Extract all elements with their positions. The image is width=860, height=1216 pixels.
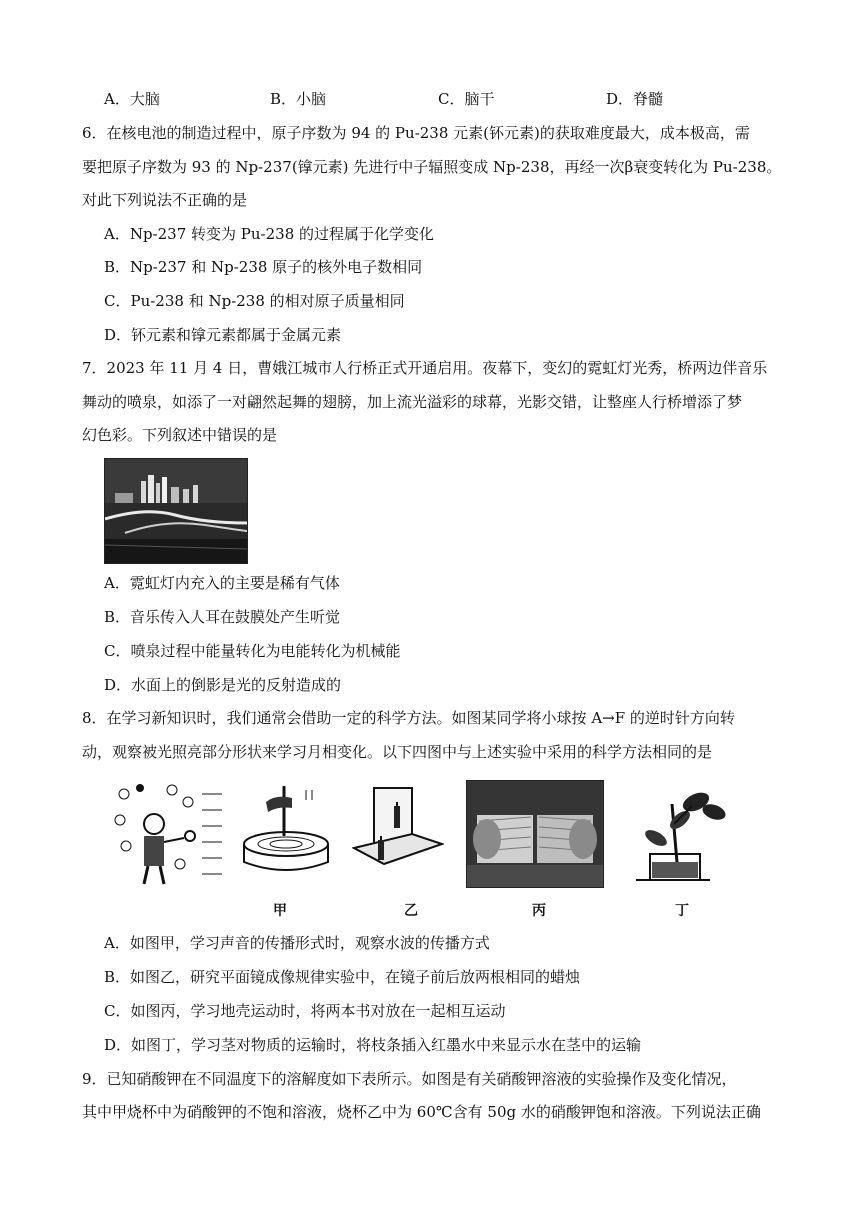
q6-option-d: D．钚元素和镎元素都属于金属元素 xyxy=(104,326,342,344)
q8-option-a: A．如图甲，学习声音的传播形式时，观察水波的传播方式 xyxy=(104,934,490,952)
q6-stem-line-2: 要把原子序数为 93 的 Np-237(镎元素) 先进行中子辐照变成 Np-238，再经一次β衰变转化为 Pu-238。 xyxy=(82,158,782,176)
q7-stem-line-3: 幻色彩。下列叙述中错误的是 xyxy=(82,426,278,444)
q7-option-c: C．喷泉过程中能量转化为电能转化为机械能 xyxy=(104,642,401,660)
q8-option-c: C．如图丙，学习地壳运动时，将两本书对放在一起相互运动 xyxy=(104,1002,506,1020)
q6-option-c: C．Pu-238 和 Np-238 的相对原子质量相同 xyxy=(104,292,405,310)
q6-option-b: B．Np-237 和 Np-238 原子的核外电子数相同 xyxy=(104,258,423,276)
q7-option-d: D．水面上的倒影是光的反射造成的 xyxy=(104,676,342,694)
q6-stem-line-1: 6．在核电池的制造过程中，原子序数为 94 的 Pu-238 元素(钚元素)的获取难度最大，成本极高，需 xyxy=(82,124,750,142)
figure-label-ding: 丁 xyxy=(675,903,689,919)
q6-option-a: A．Np-237 转变为 Pu-238 的过程属于化学变化 xyxy=(104,225,435,243)
bridge-night-photo xyxy=(104,458,248,564)
figure-moon-phase-boy xyxy=(110,780,230,890)
q7-stem-line-1: 7．2023 年 11 月 4 日，曹娥江城市人行桥正式开通启用。夜幕下，变幻的霓虹灯光秀，桥两边伴音乐 xyxy=(82,359,768,377)
q8-stem-line-2: 动，观察被光照亮部分形状来学习月相变化。以下四图中与上述实验中采用的科学方法相同的是 xyxy=(82,743,713,761)
figure-label-bing: 丙 xyxy=(532,903,546,919)
figure-plane-mirror-candles xyxy=(352,784,444,880)
q8-option-d: D．如图丁，学习茎对物质的运输时，将枝条插入红墨水中来显示水在茎中的运输 xyxy=(104,1036,642,1054)
q5-option-d: D．脊髓 xyxy=(606,90,664,108)
q9-stem-line-2: 其中甲烧杯中为硝酸钾的不饱和溶液，烧杯乙中为 60℃含有 50g 水的硝酸钾饱和溶液。下列说法正确 xyxy=(82,1103,761,1121)
figure-label-jia: 甲 xyxy=(273,903,287,919)
q7-option-a: A．霓虹灯内充入的主要是稀有气体 xyxy=(104,574,340,592)
figure-books-crust-photo xyxy=(466,780,604,888)
figure-stem-red-ink xyxy=(630,784,730,888)
q5-option-a: A．大脑 xyxy=(104,90,160,108)
figure-water-wave-tub xyxy=(236,782,336,882)
q8-stem-line-1: 8．在学习新知识时，我们通常会借助一定的科学方法。如图某同学将小球按 A→F 的逆时针方向转 xyxy=(82,709,735,727)
figure-label-yi: 乙 xyxy=(404,903,418,919)
q8-option-b: B．如图乙，研究平面镜成像规律实验中，在镜子前后放两根相同的蜡烛 xyxy=(104,968,581,986)
q6-stem-line-3: 对此下列说法不正确的是 xyxy=(82,191,248,209)
q5-options xyxy=(0,88,860,110)
q5-option-c: C．脑干 xyxy=(438,90,495,108)
q7-option-b: B．音乐传入人耳在鼓膜处产生听觉 xyxy=(104,608,341,626)
q5-option-b: B．小脑 xyxy=(270,90,327,108)
q7-stem-line-2: 舞动的喷泉，如添了一对翩然起舞的翅膀，加上流光溢彩的球幕，光影交错，让整座人行桥增添了梦 xyxy=(82,393,743,411)
q9-stem-line-1: 9．已知硝酸钾在不同温度下的溶解度如下表所示。如图是有关硝酸钾溶液的实验操作及变化情况， xyxy=(82,1070,737,1088)
